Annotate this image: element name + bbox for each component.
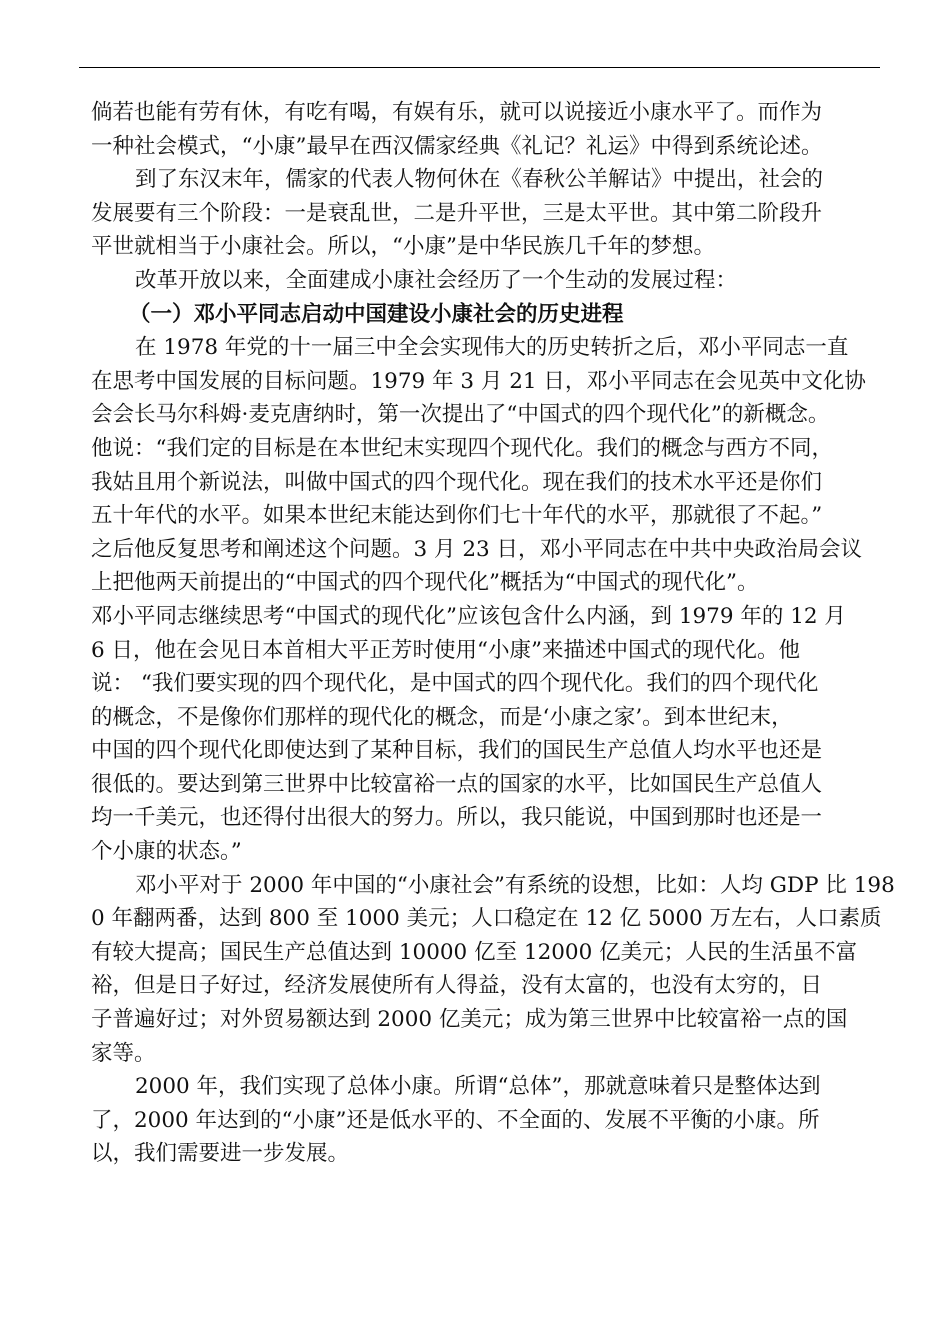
paragraph-line: 平世就相当于小康社会。所以，“小康”是中华民族几千年的梦想。 [91, 234, 715, 260]
paragraph-line: 上把他两天前提出的“中国式的四个现代化”概括为“中国式的现代化”。 [91, 570, 759, 596]
paragraph-line: 均一千美元，也还得付出很大的努力。所以，我只能说，中国到那时也还是一 [91, 805, 823, 831]
paragraph-line: 有较大提高；国民生产总值达到 10000 亿至 12000 亿美元；人民的生活虽不富 [91, 939, 858, 965]
paragraph-line: 邓小平同志继续思考“中国式的现代化”应该包含什么内涵，到 1979 年的 12 月 [91, 603, 846, 629]
paragraph-line: 一种社会模式，“小康”最早在西汉儒家经典《礼记？礼运》中得到系统论述。 [91, 133, 823, 159]
paragraph-line: 他说：“我们定的目标是在本世纪末实现四个现代化。我们的概念与西方不同， [91, 435, 833, 461]
paragraph-line: 0 年翻两番，达到 800 至 1000 美元；人口稳定在 12 亿 5000 万左右，人口素质 [91, 906, 882, 932]
paragraph-line: 之后他反复思考和阐述这个问题。3 月 23 日，邓小平同志在中共中央政治局会议 [91, 536, 863, 562]
paragraph-line: 在思考中国发展的目标问题。1979 年 3 月 21 日，邓小平同志在会见英中文化协 [91, 368, 866, 394]
paragraph-line: 的概念，不是像你们那样的现代化的概念，而是‘小康之家’。到本世纪末， [91, 704, 793, 730]
paragraph-line: 了，2000 年达到的“小康”还是低水平的、不全面的、发展不平衡的小康。所 [91, 1107, 820, 1133]
paragraph-line: 中国的四个现代化即使达到了某种目标，我们的国民生产总值人均水平也还是 [91, 738, 823, 764]
paragraph-line: 倘若也能有劳有休，有吃有喝，有娱有乐，就可以说接近小康水平了。而作为 [91, 100, 823, 125]
section-heading: （一）邓小平同志启动中国建设小康社会的历史进程 [129, 301, 624, 327]
paragraph-line: 到了东汉末年，儒家的代表人物何休在《春秋公羊解诂》中提出，社会的 [135, 167, 824, 193]
paragraph-line: 邓小平对于 2000 年中国的“小康社会”有系统的设想，比如：人均 GDP 比 198 [135, 872, 895, 898]
paragraph-line: 6 日，他在会见日本首相大平正芳时使用“小康”来描述中国式的现代化。他 [91, 637, 800, 663]
paragraph-line: 个小康的状态。” [91, 839, 242, 865]
paragraph-line: 裕，但是日子好过，经济发展使所有人得益，没有太富的，也没有太穷的，日 [91, 973, 823, 999]
header-rule [79, 67, 880, 68]
paragraph-line: 2000 年，我们实现了总体小康。所谓“总体”，那就意味着只是整体达到 [135, 1074, 821, 1100]
paragraph-line: 发展要有三个阶段：一是衰乱世，二是升平世，三是太平世。其中第二阶段升 [91, 200, 823, 226]
paragraph-line: 家等。 [91, 1040, 156, 1066]
paragraph-line: 我姑且用个新说法，叫做中国式的四个现代化。现在我们的技术水平还是你们 [91, 469, 823, 495]
paragraph-line: 五十年代的水平。如果本世纪末能达到你们七十年代的水平，那就很了不起。” [91, 503, 823, 529]
paragraph-line: 会会长马尔科姆·麦克唐纳时，第一次提出了“中国式的四个现代化”的新概念。 [91, 402, 830, 428]
paragraph-line: 改革开放以来，全面建成小康社会经历了一个生动的发展过程： [135, 267, 738, 293]
document-body [91, 96, 895, 1171]
paragraph-line: 子普遍好过；对外贸易额达到 2000 亿美元；成为第三世界中比较富裕一点的国 [91, 1007, 848, 1033]
paragraph-line: 在 1978 年党的十一届三中全会实现伟大的历史转折之后，邓小平同志一直 [135, 335, 849, 361]
paragraph-line: 说： “我们要实现的四个现代化，是中国式的四个现代化。我们的四个现代化 [91, 671, 819, 697]
paragraph-line: 很低的。要达到第三世界中比较富裕一点的国家的水平，比如国民生产总值人 [91, 771, 823, 797]
paragraph-line: 以，我们需要进一步发展。 [91, 1141, 350, 1167]
